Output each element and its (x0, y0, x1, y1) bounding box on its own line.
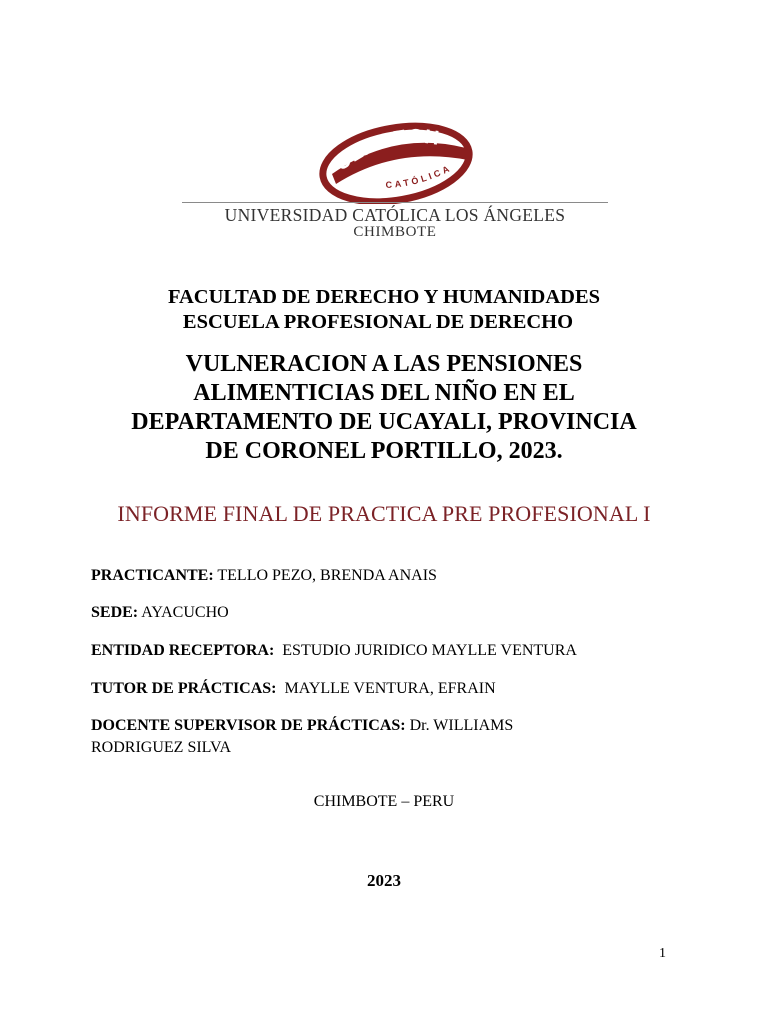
field-practicante (91, 565, 691, 587)
title-line: DE CORONEL PORTILLO, 2023. (205, 438, 563, 464)
faculty-name: FACULTAD DE DERECHO Y HUMANIDADES (167, 286, 601, 308)
university-logo (178, 118, 612, 248)
school-name: ESCUELA PROFESIONAL DE DERECHO (182, 311, 574, 333)
university-name: UNIVERSIDAD CATÓLICA LOS ÁNGELES (224, 205, 566, 225)
field-sede (91, 602, 691, 624)
year: 2023 (367, 871, 401, 890)
logo-divider (182, 202, 608, 203)
faculty-heading (0, 285, 768, 335)
field-value: TELLO PEZO, BRENDA ANAIS (213, 567, 437, 584)
title-line: ALIMENTICIAS DEL NIÑO EN EL (193, 380, 575, 406)
title-line: VULNERACION A LAS PENSIONES (185, 351, 583, 377)
university-city: CHIMBOTE (353, 224, 437, 240)
field-label: PRACTICANTE: (91, 567, 214, 584)
field-label: ENTIDAD RECEPTORA: (91, 642, 275, 659)
report-title (80, 350, 688, 466)
field-value: AYACUCHO (138, 604, 229, 621)
field-label: DOCENTE SUPERVISOR DE PRÁCTICAS: (91, 717, 406, 734)
field-docente-supervisor (91, 715, 581, 759)
field-entidad-receptora (91, 640, 691, 662)
report-type: INFORME FINAL DE PRACTICA PRE PROFESIONAL I (117, 501, 651, 526)
page-number: 1 (659, 946, 666, 961)
place: CHIMBOTE – PERU (313, 793, 455, 810)
field-label: TUTOR DE PRÁCTICAS: (91, 680, 277, 697)
logo-subword: CATÓLICA (385, 162, 454, 190)
uladech-emblem-icon (316, 118, 476, 204)
field-value: Dr. WILLIAMS RODRIGUEZ SILVA (91, 717, 514, 756)
logo-wordmark: ULADECH (331, 125, 442, 176)
field-label: SEDE: (91, 604, 139, 621)
field-value: MAYLLE VENTURA, EFRAIN (276, 680, 496, 697)
title-line: DEPARTAMENTO DE UCAYALI, PROVINCIA (131, 409, 637, 435)
field-value: ESTUDIO JURIDICO MAYLLE VENTURA (274, 642, 577, 659)
field-tutor (91, 678, 691, 700)
